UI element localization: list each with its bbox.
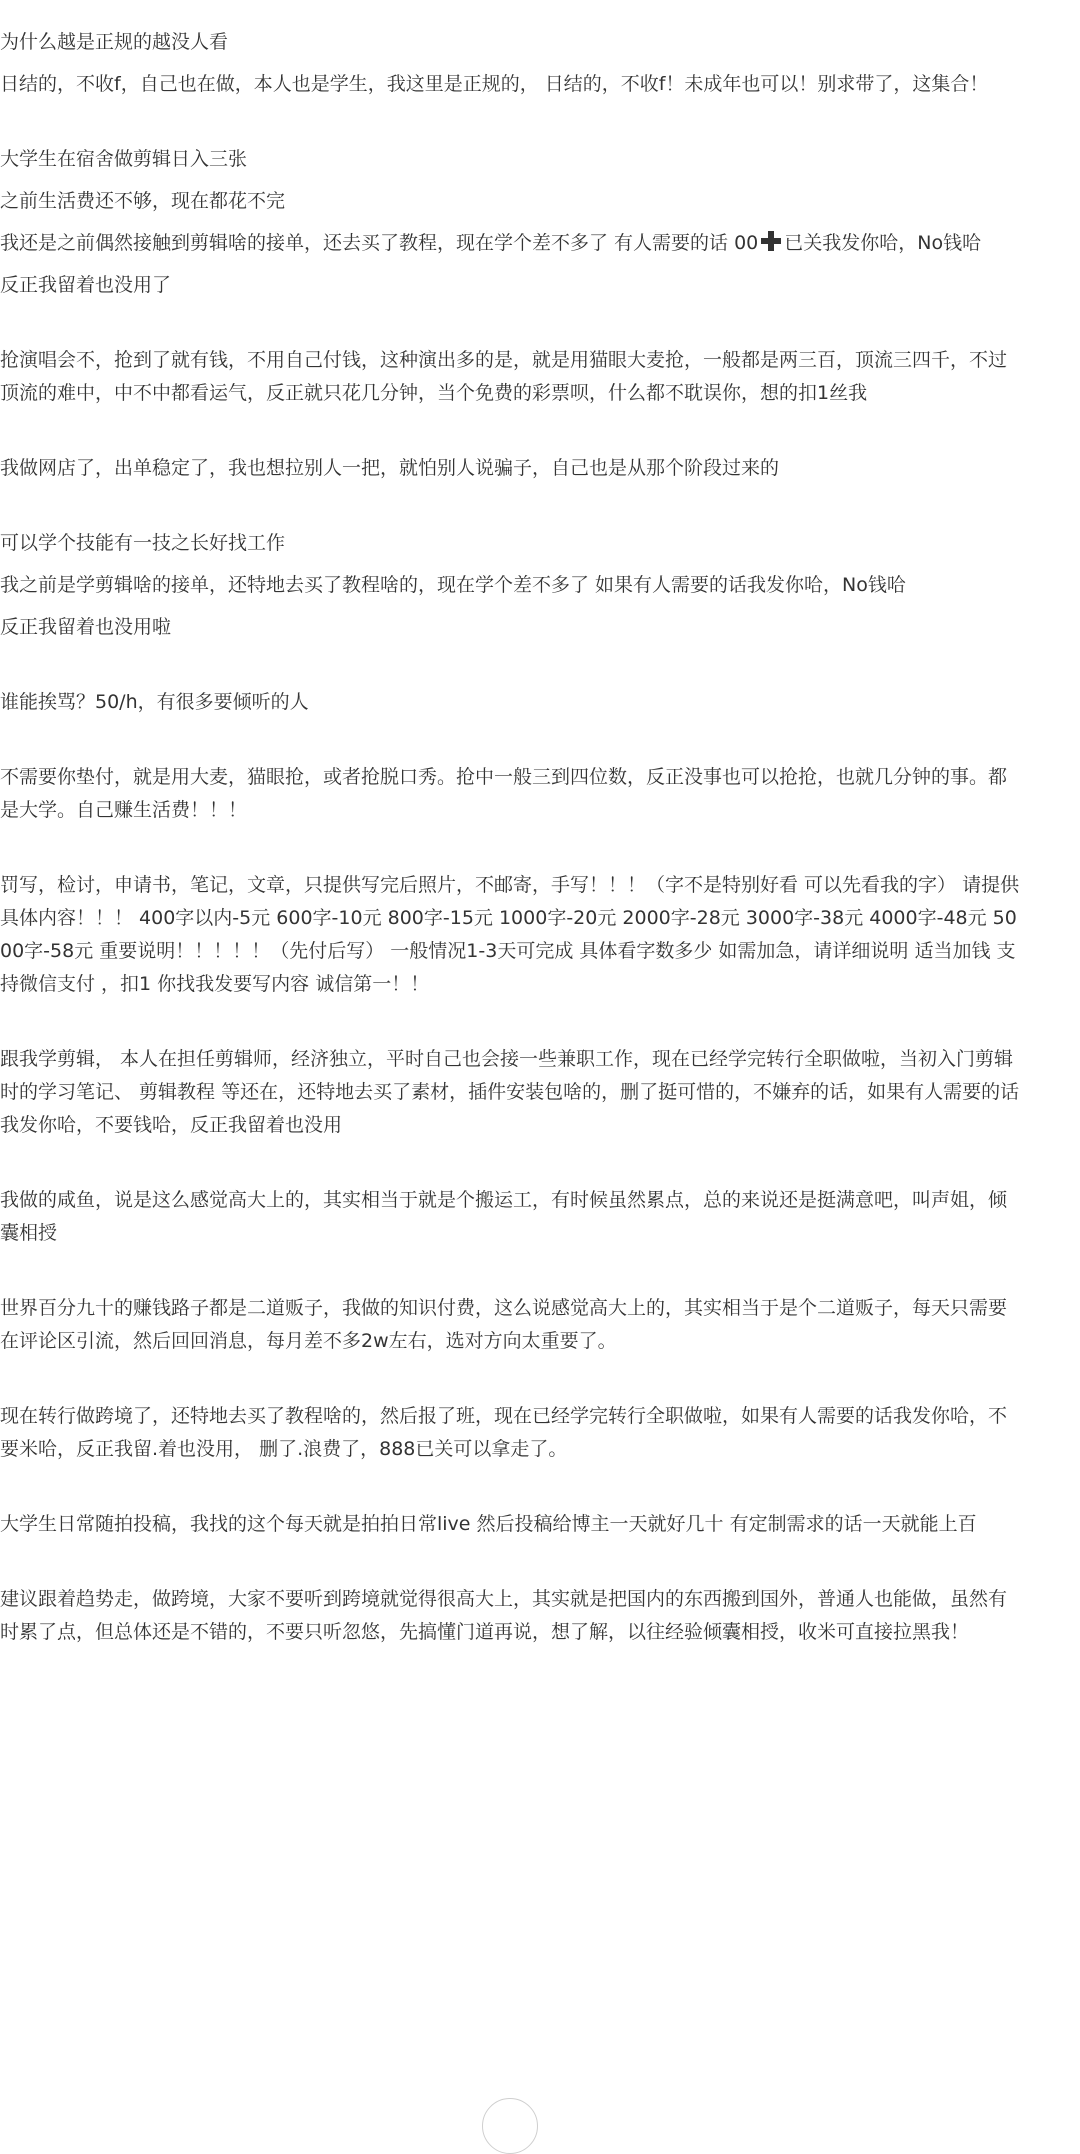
paragraph: 罚写，检讨，申请书，笔记，文章，只提供写完后照片，不邮寄，手写！！！（字不是特别好看 可以先看我的字） 请提供具体内容！！！ 400字以内-5元 600字-10元 800字-15元 1000字-20元 2000字-28元 3000字-38元 4000字-48元 5000字-58元 重要说明！！！！！（先付后写） 一般情况1-3天可完成 具体看字数多少 如需加急，请详细说明 适当加钱 支持微信支付 ，扣1 你找我发要写内容 诚信第一！！ — [0, 874, 1020, 995]
spacer — [0, 1358, 1020, 1400]
spacer — [0, 644, 1020, 686]
article-content — [0, 26, 1020, 1649]
paragraph: 为什么越是正规的越没人看 — [0, 31, 229, 53]
plus-cross-icon — [760, 230, 782, 252]
spacer — [0, 827, 1020, 869]
paragraph: 大学生日常随拍投稿，我找的这个每天就是拍拍日常live 然后投稿给博主一天就好几十 有定制需求的话一天就能上百 — [0, 1513, 977, 1535]
paragraph-text: 已关我发你哈，No钱哈 — [784, 232, 982, 254]
paragraph: 建议跟着趋势走，做跨境，大家不要听到跨境就觉得很高大上，其实就是把国内的东西搬到国外，普通人也能做，虽然有时累了点，但总体还是不错的，不要只听忽悠，先搞懂门道再说，想了解，以往经验倾囊相授，收米可直接拉黑我！ — [0, 1588, 1008, 1643]
paragraph: 不需要你垫付，就是用大麦，猫眼抢，或者抢脱口秀。抢中一般三到四位数，反正没事也可以抢抢，也就几分钟的事。都是大学。自己赚生活费！！！ — [0, 766, 1008, 821]
spacer — [0, 410, 1020, 452]
spacer — [0, 101, 1020, 143]
paragraph: 世界百分九十的赚钱路子都是二道贩子，我做的知识付费，这么说感觉高大上的，其实相当于是个二道贩子，每天只需要在评论区引流，然后回回消息，每月差不多2w左右，选对方向太重要了。 — [0, 1297, 1008, 1352]
spacer — [0, 1541, 1020, 1583]
paragraph: 反正我留着也没用啦 — [0, 616, 172, 638]
spacer — [0, 302, 1020, 344]
paragraph: 谁能挨骂？50/h，有很多要倾听的人 — [0, 691, 309, 713]
spacer — [0, 1250, 1020, 1292]
circle-button[interactable] — [482, 2098, 538, 2154]
spacer — [0, 1142, 1020, 1184]
paragraph: 跟我学剪辑， 本人在担任剪辑师，经济独立，平时自己也会接一些兼职工作，现在已经学完转行全职做啦，当初入门剪辑时的学习笔记、 剪辑教程 等还在，还特地去买了素材，插件安装包啥的，删了挺可惜的，不嫌弃的话，如果有人需要的话我发你哈，不要钱哈，反正我留着也没用 — [0, 1048, 1020, 1136]
paragraph: 我做的咸鱼，说是这么感觉高大上的，其实相当于就是个搬运工，有时候虽然累点，总的来说还是挺满意吧，叫声姐，倾囊相授 — [0, 1189, 1008, 1244]
spacer — [0, 1466, 1020, 1508]
paragraph: 我做网店了，出单稳定了，我也想拉别人一把，就怕别人说骗子，自己也是从那个阶段过来的 — [0, 457, 780, 479]
paragraph: 抢演唱会不，抢到了就有钱，不用自己付钱，这种演出多的是，就是用猫眼大麦抢，一般都是两三百，顶流三四千，不过顶流的难中，中不中都看运气，反正就只花几分钟，当个免费的彩票呗，什么都不耽误你，想的扣1丝我 — [0, 349, 1008, 404]
spacer — [0, 1001, 1020, 1043]
paragraph: 我之前是学剪辑啥的接单，还特地去买了教程啥的，现在学个差不多了 如果有人需要的话我发你哈，No钱哈 — [0, 574, 906, 596]
paragraph: 反正我留着也没用了 — [0, 274, 172, 296]
paragraph: 日结的，不收f，自己也在做，本人也是学生，我这里是正规的， 日结的，不收f！未成年也可以！别求带了，这集合！ — [0, 73, 989, 95]
paragraph: 之前生活费还不够，现在都花不完 — [0, 190, 286, 212]
spacer — [0, 719, 1020, 761]
paragraph-with-icon — [0, 227, 1020, 260]
paragraph-text: 我还是之前偶然接触到剪辑啥的接单，还去买了教程，现在学个差不多了 有人需要的话 00 — [0, 232, 759, 254]
spacer — [0, 485, 1020, 527]
paragraph: 可以学个技能有一技之长好找工作 — [0, 532, 286, 554]
paragraph: 大学生在宿舍做剪辑日入三张 — [0, 148, 248, 170]
paragraph: 现在转行做跨境了，还特地去买了教程啥的，然后报了班，现在已经学完转行全职做啦，如果有人需要的话我发你哈，不要米哈，反正我留.着也没用， 删了.浪费了，888已关可以拿走了。 — [0, 1405, 1008, 1460]
